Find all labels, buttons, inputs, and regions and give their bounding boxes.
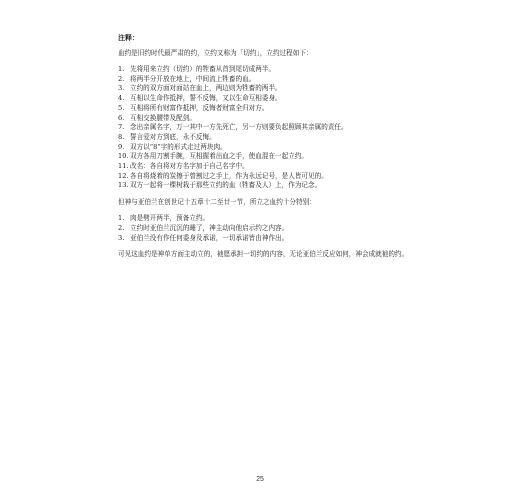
covenant-steps-list [118, 65, 414, 191]
list-item-number: 12. [118, 171, 129, 180]
list-item-number: 2. [118, 74, 125, 83]
notes-heading: 注释： [118, 33, 139, 42]
list-item-text: 改名：各自将对方名字加于自己名字中。 [130, 162, 249, 171]
list-item-text: 亚伯兰没有作任何委身及承诺，一切承诺皆由神作出。 [130, 233, 289, 242]
list-item-number: 6. [118, 113, 125, 122]
list-item-text: 互相交换腰带及配剑。 [130, 113, 196, 122]
covenant-step-item [118, 104, 414, 114]
genesis-point-item [118, 224, 414, 234]
list-item-number: 1. [118, 214, 125, 223]
list-item-text: 双方一起将一棵树栽于那些立约的血（牲畜及人）上，作为记念。 [130, 181, 322, 190]
page-content [118, 33, 414, 266]
covenant-step-item [118, 133, 414, 143]
list-item-text: 双方各用刀割手腕，互相握着出血之手，使血混在一起立约。 [130, 152, 309, 161]
genesis-points-list [118, 214, 414, 243]
list-item-text: 念出亲属名字，万一其中一方先死亡，另一方则要负起照顾其亲属的责任。 [130, 123, 348, 132]
list-item-text: 肉是劈开两半，预备立约。 [130, 214, 210, 223]
covenant-step-item [118, 65, 414, 75]
genesis-point-item [118, 234, 414, 244]
list-item-text: 互相将所有财富作抵押，反悔者财富全归对方。 [130, 103, 269, 112]
list-item-number: 8. [118, 132, 125, 141]
list-item-text: 将两半分开放在地上，中间流上牲畜的血。 [130, 74, 256, 83]
covenant-step-item [118, 162, 414, 172]
list-item-number: 13. [118, 181, 129, 190]
list-item-text: 立约时亚伯兰沉沉的睡了，神主动向他启示约之内容。 [130, 223, 289, 232]
covenant-step-item [118, 123, 414, 133]
list-item-text: 各自将烧着的炭擦于曾割过之手上，作为永远记号，是人皆可见的。 [130, 171, 328, 180]
intro-paragraph: 血约是旧约时代最严肃的约，立约又称为「切约」，立约过程如下： [118, 49, 313, 57]
conclusion-paragraph: 可见这血约是神单方面主动立的，祂愿承担一切约的内容，无论亚伯兰反应如何，神会成就祂的约。 [118, 250, 409, 259]
list-item-number: 2. [118, 223, 125, 232]
genesis-point-item [118, 214, 414, 224]
list-item-text: 誓言爱对方到底，永不反悔。 [130, 132, 216, 141]
list-item-text: 先将用来立约（切约）的牲畜从首到尾切成两半。 [130, 65, 276, 73]
list-item-number: 11. [118, 162, 129, 171]
list-item-number: 4. [118, 94, 125, 103]
covenant-step-item [118, 84, 414, 94]
list-item-number: 10. [118, 152, 129, 161]
list-item-number: 1. [118, 65, 125, 73]
covenant-step-item [118, 181, 414, 191]
list-item-number: 9. [118, 142, 125, 151]
list-item-text: 互相以生命作抵押，誓不反悔，又以生命互相委身。 [130, 94, 282, 103]
covenant-step-item [118, 172, 414, 182]
list-item-text: 双方以“8”字的形式走过两块肉。 [130, 142, 227, 151]
list-item-number: 5. [118, 103, 125, 112]
covenant-step-item [118, 143, 414, 153]
page-number: 25 [256, 476, 264, 483]
list-item-text: 立约的双方面对面站在血上，两边则为牲畜的两半。 [130, 84, 282, 93]
covenant-step-item [118, 152, 414, 162]
list-item-number: 7. [118, 123, 125, 132]
genesis-intro-paragraph: 但神与亚伯兰在创世记十五章十二至廿一节，所立之血约十分特别： [118, 198, 316, 207]
covenant-step-item [118, 94, 414, 104]
covenant-step-item [118, 75, 414, 85]
list-item-number: 3. [118, 84, 125, 93]
list-item-number: 3. [118, 233, 125, 242]
covenant-step-item [118, 114, 414, 124]
